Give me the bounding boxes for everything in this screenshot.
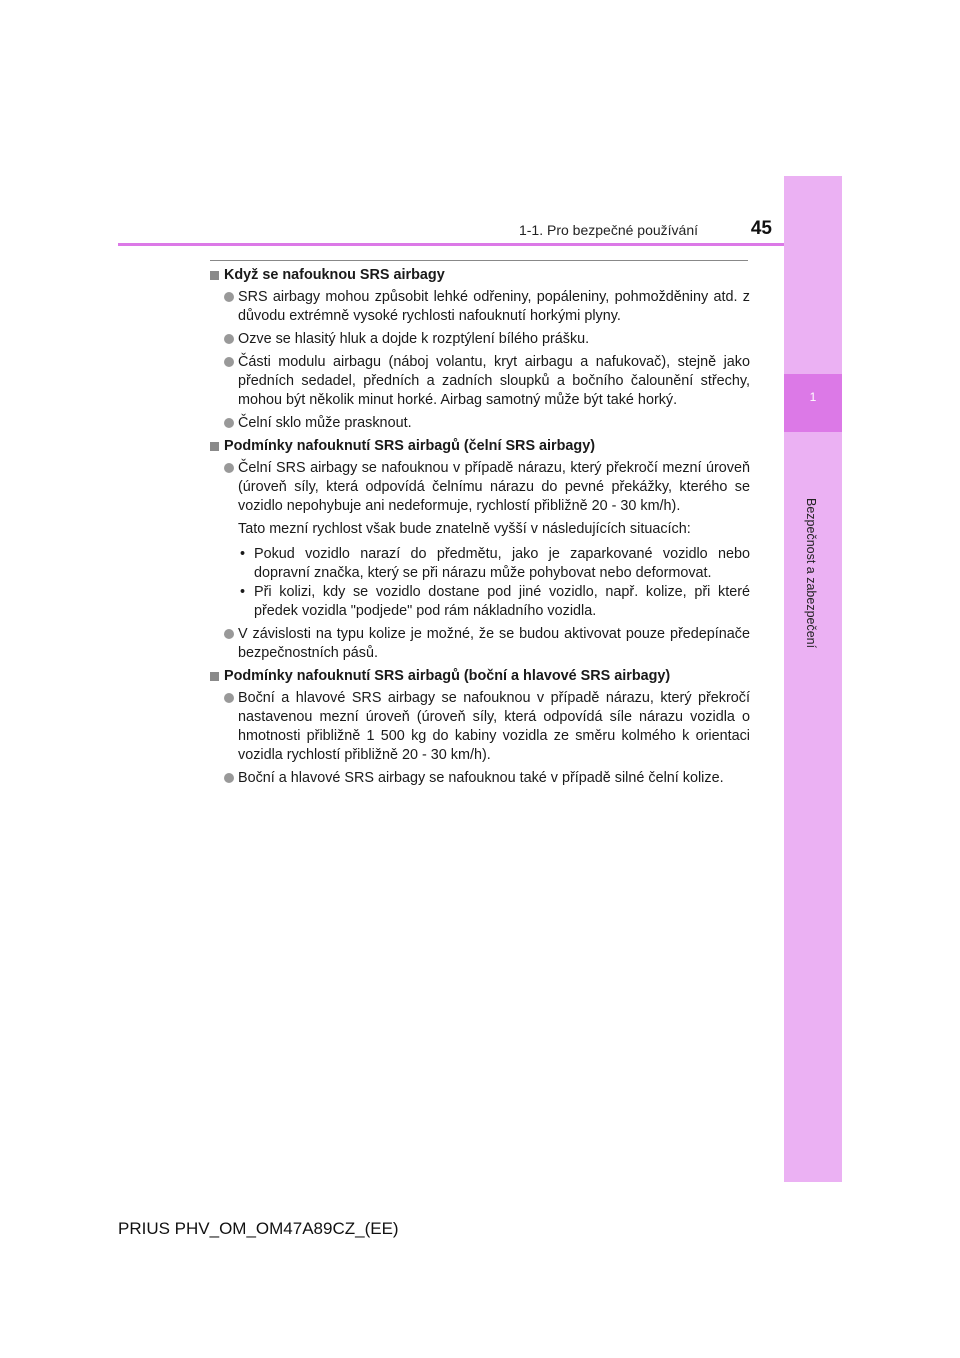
list-item: V závislosti na typu kolize je možné, že se budou aktivovat pouze předepínače bezpečnostních pásů. [210,625,750,663]
section-heading: Když se nafouknou SRS airbagy [210,266,750,285]
section-heading: Podmínky nafouknutí SRS airbagů (čelní SRS airbagy) [210,437,750,456]
square-bullet-icon [210,271,219,280]
circle-bullet-icon [224,334,234,344]
circle-bullet-icon [224,292,234,302]
chapter-number: 1 [809,390,817,404]
document-id: PRIUS PHV_OM_OM47A89CZ_(EE) [118,1219,399,1238]
circle-bullet-icon [224,773,234,783]
sub-bullet-item: • Pokud vozidlo narazí do předmětu, jako je zaparkované vozidlo nebo dopravní značka, který se při nárazu může pohybovat nebo deformovat. [240,546,750,581]
section-heading: Podmínky nafouknutí SRS airbagů (boční a hlavové SRS airbagy) [210,667,750,686]
list-item: Čelní sklo může prasknout. [210,414,750,433]
chapter-side-tab [784,176,842,1182]
header-divider [118,243,784,246]
list-item: Boční a hlavové SRS airbagy se nafouknou také v případě silné čelní kolize. [210,769,750,788]
circle-bullet-icon [224,418,234,428]
bullet-marker: • [240,584,246,600]
circle-bullet-icon [224,463,234,473]
chapter-title: Bezpečnost a zabezpečení [804,498,818,649]
list-item-note: Tato mezní rychlost však bude znatelně vyšší v následujících situacích: [238,521,691,537]
header-section-title: 1-1. Pro bezpečné používání [518,222,698,238]
page-number: 45 [750,218,772,239]
list-item: Čelní SRS airbagy se nafouknou v případě nárazu, který překročí mezní úroveň (úroveň síly, která odpovídá čelnímu nárazu do pevné překážky, kterého se vozidlo nepohybuje ani nedeformuje, rychlostí přibližně 20 - 30 km/h). [210,459,750,516]
list-item: SRS airbagy mohou způsobit lehké odřeniny, popáleniny, pohmožděniny atd. z důvodu extrémně vysoké rychlosti nafouknutí horkými plyny. [210,288,750,326]
sub-bullet-item: • Při kolizi, kdy se vozidlo dostane pod jiné vozidlo, např. kolize, při které předek vozidla "podjede" pod rám nákladního vozidla. [240,584,750,619]
page-content [210,266,750,792]
list-item: Části modulu airbagu (náboj volantu, kryt airbagu a nafukovač), stejně jako předních sedadel, předních a zadních sloupků a bočního čalounění střechy, mohou být několik minut horké. Airbag samotný může být také horký. [210,353,750,410]
list-item: Boční a hlavové SRS airbagy se nafouknou v případě nárazu, který překročí nastavenou mezní úroveň (úroveň síly, která odpovídá síle nárazu vozidla o hmotnosti přibližně 1 500 kg do kabiny vozidla ze směru kolmého k orientaci vozidla rychlostí přibližně 20 - 30 km/h). [210,689,750,765]
list-item: Ozve se hlasitý hluk a dojde k rozptýlení bílého prášku. [210,330,750,349]
bullet-marker: • [240,546,246,562]
content-top-rule [210,260,748,261]
square-bullet-icon [210,672,219,681]
circle-bullet-icon [224,629,234,639]
circle-bullet-icon [224,357,234,367]
square-bullet-icon [210,442,219,451]
circle-bullet-icon [224,693,234,703]
